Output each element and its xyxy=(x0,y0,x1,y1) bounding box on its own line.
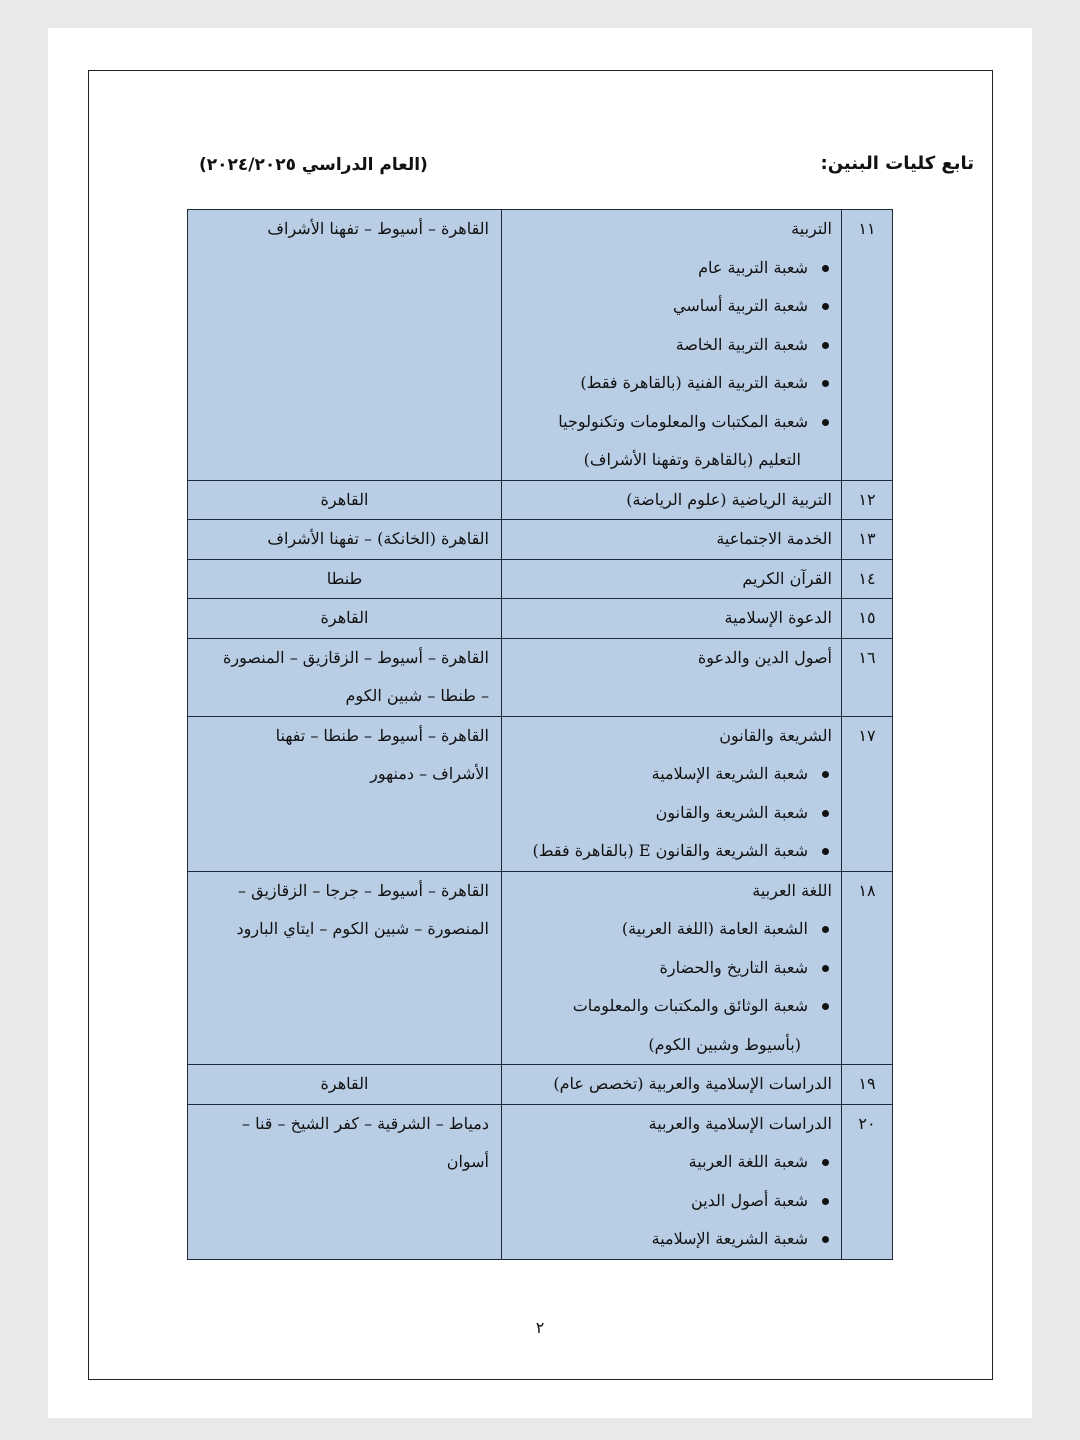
bullet-icon xyxy=(822,265,829,272)
division-item xyxy=(502,949,841,988)
faculty-cell xyxy=(502,520,842,560)
division-item xyxy=(502,249,841,288)
division-label: شعبة اللغة العربية xyxy=(688,1152,808,1171)
faculty-cell xyxy=(502,871,842,1065)
faculty-name: القرآن الكريم xyxy=(742,568,832,588)
division-label: شعبة الشريعة الإسلامية xyxy=(651,1229,808,1248)
faculty-name: التربية الرياضية (علوم الرياضة) xyxy=(626,489,832,509)
division-label: شعبة التربية أساسي xyxy=(672,296,808,315)
locations-cell xyxy=(188,1065,502,1105)
faculty-cell xyxy=(502,638,842,716)
division-label: شعبة الوثائق والمكتبات والمعلومات xyxy=(572,996,808,1015)
row-number: ٢٠ xyxy=(858,1113,876,1133)
row-number: ١١ xyxy=(858,219,876,238)
row-number-cell xyxy=(842,1065,893,1105)
bullet-icon xyxy=(822,926,829,933)
division-label: شعبة الشريعة الإسلامية xyxy=(651,764,808,783)
division-item xyxy=(502,1143,841,1182)
table-row xyxy=(188,871,893,1065)
locations-cell xyxy=(188,871,502,1065)
division-item xyxy=(502,364,841,403)
section-title: تابع كليات البنين: xyxy=(820,153,974,174)
row-number-cell xyxy=(842,559,893,599)
faculty-name: الدراسات الإسلامية والعربية xyxy=(648,1113,832,1133)
bullet-icon xyxy=(822,1159,829,1166)
division-label: شعبة الشريعة والقانون E (بالقاهرة فقط) xyxy=(532,841,808,860)
row-number-cell xyxy=(842,599,893,639)
location-line: الأشراف – دمنهور xyxy=(370,764,489,783)
faculty-name: الدراسات الإسلامية والعربية (تخصص عام) xyxy=(553,1074,832,1093)
bullet-icon xyxy=(822,380,829,387)
division-item xyxy=(502,794,841,833)
location-line: القاهرة xyxy=(320,608,369,627)
bullet-icon xyxy=(822,965,829,972)
page-number: ٢ xyxy=(535,1318,545,1337)
bullet-icon xyxy=(822,771,829,778)
bullet-icon xyxy=(822,342,829,349)
location-line: طنطا xyxy=(326,568,363,588)
locations-cell xyxy=(188,480,502,520)
division-item xyxy=(502,832,841,871)
division-label: شعبة التربية الخاصة xyxy=(675,334,808,354)
row-number: ١٨ xyxy=(858,880,876,900)
academic-year: (العام الدراسي ٢٠٢٤/٢٠٢٥) xyxy=(199,155,428,175)
division-label: شعبة أصول الدين xyxy=(691,1190,808,1210)
location-line: القاهرة (الخانكة) – تفهنا الأشراف xyxy=(267,529,489,548)
row-number: ١٥ xyxy=(858,608,876,627)
locations-cell xyxy=(188,1104,502,1259)
location-line: القاهرة – أسيوط – الزقازيق – المنصورة xyxy=(222,647,489,667)
row-number-cell xyxy=(842,871,893,1065)
faculties-table xyxy=(187,209,893,1260)
row-number-cell xyxy=(842,638,893,716)
locations-cell xyxy=(188,520,502,560)
table-row xyxy=(188,1104,893,1259)
row-number: ١٩ xyxy=(858,1074,876,1093)
division-label: شعبة التاريخ والحضارة xyxy=(659,957,808,977)
bullet-icon xyxy=(822,848,829,855)
division-continuation: (بأسيوط وشبين الكوم) xyxy=(648,1034,801,1054)
row-number-cell xyxy=(842,520,893,560)
location-line: القاهرة – أسيوط – تفهنا الأشراف xyxy=(267,219,489,238)
location-line: القاهرة xyxy=(320,1074,369,1093)
faculty-name: أصول الدين والدعوة xyxy=(697,647,832,667)
table-row xyxy=(188,480,893,520)
faculty-cell xyxy=(502,210,842,481)
faculty-name: اللغة العربية xyxy=(752,880,832,900)
locations-cell xyxy=(188,559,502,599)
faculty-cell xyxy=(502,716,842,871)
bullet-icon xyxy=(822,1003,829,1010)
location-line: القاهرة – أسيوط – طنطا – تفهنا xyxy=(275,725,489,745)
faculty-cell xyxy=(502,559,842,599)
locations-cell xyxy=(188,716,502,871)
locations-cell xyxy=(188,599,502,639)
faculty-cell xyxy=(502,1104,842,1259)
division-label: الشعبة العامة (اللغة العربية) xyxy=(621,919,808,938)
division-item xyxy=(502,287,841,326)
locations-cell xyxy=(188,638,502,716)
faculty-name: التربية xyxy=(791,219,832,238)
location-line: القاهرة xyxy=(320,489,369,509)
faculty-cell xyxy=(502,480,842,520)
division-item xyxy=(502,403,841,442)
row-number: ١٢ xyxy=(858,489,876,509)
division-item xyxy=(502,755,841,794)
division-item xyxy=(502,326,841,365)
division-label: شعبة التربية عام xyxy=(698,257,808,277)
bullet-icon xyxy=(822,419,829,426)
bullet-icon xyxy=(822,810,829,817)
table-row xyxy=(188,520,893,560)
faculty-name: الشريعة والقانون xyxy=(719,725,832,745)
division-item xyxy=(502,910,841,949)
row-number: ١٤ xyxy=(858,568,876,588)
division-item xyxy=(502,987,841,1026)
division-label: شعبة الشريعة والقانون xyxy=(655,802,808,822)
table-row xyxy=(188,559,893,599)
row-number: ١٣ xyxy=(858,529,876,548)
division-label: شعبة التربية الفنية (بالقاهرة فقط) xyxy=(580,373,808,392)
location-line: القاهرة – أسيوط – جرجا – الزقازيق – xyxy=(238,880,489,900)
faculty-name: الخدمة الاجتماعية xyxy=(716,529,832,548)
location-line: المنصورة – شبين الكوم – ايتاي البارود xyxy=(236,919,489,938)
division-continuation: التعليم (بالقاهرة وتفهنا الأشراف) xyxy=(583,450,801,469)
bullet-icon xyxy=(822,1236,829,1243)
row-number-cell xyxy=(842,480,893,520)
division-item xyxy=(502,1182,841,1221)
division-label: شعبة المكتبات والمعلومات وتكنولوجيا xyxy=(558,411,808,431)
table-row xyxy=(188,599,893,639)
faculty-cell xyxy=(502,1065,842,1105)
location-line: أسوان xyxy=(446,1152,489,1171)
location-line: دمياط – الشرقية – كفر الشيخ – قنا – xyxy=(242,1113,489,1133)
faculty-name: الدعوة الإسلامية xyxy=(724,608,832,627)
table-row xyxy=(188,638,893,716)
row-number: ١٧ xyxy=(858,725,876,745)
bullet-icon xyxy=(822,1198,829,1205)
table-row xyxy=(188,716,893,871)
bullet-icon xyxy=(822,303,829,310)
row-number-cell xyxy=(842,716,893,871)
location-line: – طنطا – شبين الكوم xyxy=(345,686,489,705)
division-item xyxy=(502,1220,841,1259)
table-row xyxy=(188,210,893,481)
faculty-cell xyxy=(502,599,842,639)
row-number-cell xyxy=(842,1104,893,1259)
locations-cell xyxy=(188,210,502,481)
table-row xyxy=(188,1065,893,1105)
row-number-cell xyxy=(842,210,893,481)
row-number: ١٦ xyxy=(858,647,876,667)
